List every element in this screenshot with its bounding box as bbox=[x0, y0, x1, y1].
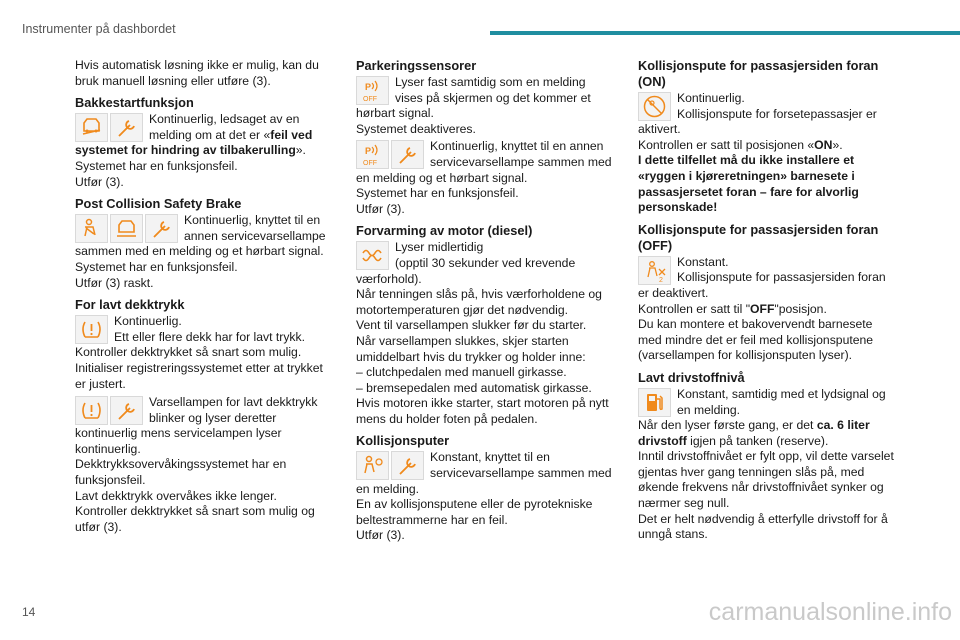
fuel-2a: Når den lyser første gang, er det bbox=[638, 418, 817, 433]
on-1: Kontinuerlig. bbox=[677, 91, 745, 105]
off-3a: Kontrollen er satt til " bbox=[638, 301, 751, 316]
airbag-on-title: Kollisjonspute for passasjersiden foran (ON) bbox=[638, 58, 879, 89]
pcsb-title: Post Collision Safety Brake bbox=[75, 196, 242, 212]
tyre-pressure-icon bbox=[75, 315, 108, 344]
airbag-off-title: Kollisjonspute for passasjersiden foran (OFF) bbox=[638, 221, 879, 253]
tyre-a-4: Initialiser registreringssystemet etter at trykket er justert. bbox=[75, 360, 323, 391]
tyre-pressure-icon bbox=[75, 396, 108, 425]
tyre-entry-b bbox=[75, 395, 331, 535]
park-a-2: Systemet deaktiveres. bbox=[356, 121, 476, 136]
airbag-person-icon bbox=[356, 451, 389, 480]
tyre-title: For lavt dekktrykk bbox=[75, 297, 185, 313]
hill-text-2: ». bbox=[295, 143, 306, 158]
preheat-6: – clutchpedalen med manuell girkasse. bbox=[356, 365, 567, 380]
wrench-icon bbox=[110, 113, 143, 142]
intro-text: Hvis automatisk løsning ikke er mulig, kan du bruk manuell løsning eller utføre (3). bbox=[75, 58, 319, 88]
car-collision-icon bbox=[110, 214, 143, 243]
parking-sensor-off-icon bbox=[356, 76, 389, 105]
off-2: Kollisjonspute for passasjersiden foran er deaktivert. bbox=[638, 270, 886, 300]
hill-text-bold: feil ved systemet for hindring av tilbakerulling bbox=[75, 127, 313, 158]
watermark: carmanualsonline.info bbox=[708, 598, 952, 626]
svg-text:P: P bbox=[365, 146, 372, 157]
header-accent-bar bbox=[490, 31, 960, 35]
preheat-title: Forvarming av motor (diesel) bbox=[356, 223, 533, 239]
seatbelt-person-icon bbox=[75, 214, 108, 243]
hill-start-entry bbox=[75, 112, 331, 190]
on-3b: ON bbox=[814, 137, 833, 152]
preheat-entry bbox=[356, 240, 612, 427]
airbag-2: En av kollisjonsputene eller de pyrotekniske beltestrammerne har en feil. bbox=[356, 497, 593, 527]
page-number: 14 bbox=[22, 605, 36, 619]
hill-text-1: Kontinuerlig, ledsaget av en melding om at det er « bbox=[149, 112, 300, 142]
on-warning: I dette tilfellet må du ikke installere et «ryggen i kjøreretningen» barnesete i passasjersetet foran – fare for alvorlig personskade! bbox=[638, 153, 859, 215]
parking-sensor-off-icon bbox=[356, 140, 389, 169]
preheat-7: – bremsepedalen med automatisk girkasse. bbox=[356, 380, 592, 395]
parking-title: Parkeringssensorer bbox=[356, 58, 477, 73]
pcsb-text-3: Utfør (3) raskt. bbox=[75, 275, 154, 290]
wrench-icon bbox=[391, 140, 424, 169]
svg-text:P: P bbox=[365, 82, 372, 92]
tyre-b-2: Dekktrykksovervåkingssystemet har en funksjonsfeil. bbox=[75, 457, 287, 488]
car-slope-icon bbox=[75, 113, 108, 142]
off-label: OFF bbox=[363, 96, 377, 103]
tyre-a-3: Kontroller dekktrykket så snart som mulig. bbox=[75, 345, 302, 360]
column-1 bbox=[75, 58, 331, 535]
on-3c: ». bbox=[832, 137, 843, 152]
tyre-b-3: Lavt dekktrykk overvåkes ikke lenger. bbox=[75, 488, 277, 503]
pcsb-text-2: Systemet har en funksjonsfeil. bbox=[75, 259, 238, 274]
on-3a: Kontrollen er satt til posisjonen « bbox=[638, 137, 815, 152]
off-3c: "posisjon. bbox=[774, 301, 827, 316]
park-b-1: Kontinuerlig, knyttet til en annen servicevarsellampe sammen med en melding og et hørbart signal. bbox=[356, 139, 612, 185]
preheat-8: Hvis motoren ikke starter, start motoren på nytt mens du holder foten på pedalen. bbox=[356, 396, 609, 426]
airbag-on-icon bbox=[638, 92, 671, 121]
park-b-2: Systemet har en funksjonsfeil. bbox=[356, 186, 519, 201]
park-a-1: Lyser fast samtidig som en melding vises på skjermen og det kommer et hørbart signal. bbox=[356, 75, 591, 121]
airbag-title: Kollisjonsputer bbox=[356, 433, 450, 449]
airbag-entry bbox=[356, 450, 612, 544]
parking-entry-b bbox=[356, 139, 612, 217]
fuel-1: Konstant, samtidig med et lydsignal og en melding. bbox=[677, 386, 886, 417]
column-3 bbox=[638, 58, 894, 543]
airbag-off-icon bbox=[638, 256, 671, 285]
on-2: Kollisjonspute for forsetepassasjer er aktivert. bbox=[638, 106, 877, 137]
off-1: Konstant. bbox=[677, 254, 729, 269]
tyre-a-2: Ett eller flere dekk har for lavt trykk. bbox=[114, 329, 306, 344]
preheat-1: Lyser midlertidig bbox=[395, 240, 484, 255]
pcsb-entry bbox=[75, 213, 331, 291]
pcsb-text-1: Kontinuerlig, knyttet til en annen servicevarsellampe sammen med en melding og et hørbart signal. bbox=[75, 213, 326, 259]
fuel-4: Det er helt nødvendig å etterfylle drivstoff for å unngå stans. bbox=[638, 511, 888, 542]
preheat-3: Når tenningen slås på, hvis værforholdene og motortemperaturen gjør det nødvendig. bbox=[356, 287, 602, 317]
hill-text-4: Utfør (3). bbox=[75, 174, 124, 189]
hill-start-title: Bakkestartfunksjon bbox=[75, 95, 194, 111]
wrench-icon bbox=[110, 396, 143, 425]
page-header-title: Instrumenter på dashbordet bbox=[22, 22, 176, 36]
parking-entry-a bbox=[356, 75, 612, 137]
preheat-5: Når varsellampen slukkes, skjer starten umiddelbart hvis du trykker og holder inne: bbox=[356, 333, 586, 364]
fuel-2c: igjen på tanken (reserve). bbox=[686, 433, 829, 448]
column-2 bbox=[356, 58, 612, 544]
off-4: Du kan montere et bakovervendt barnesete med mindre det er feil med kollisjonsputene (varsellampen for kollisjonsputen lyser). bbox=[638, 317, 874, 363]
wrench-icon bbox=[391, 451, 424, 480]
tyre-b-1: Varsellampen for lavt dekktrykk blinker og lyser deretter kontinuerlig mens servicelampen lyser kontinuerlig. bbox=[75, 395, 318, 456]
park-b-3: Utfør (3). bbox=[356, 201, 405, 216]
svg-text:2: 2 bbox=[659, 276, 663, 284]
hill-text-3: Systemet har en funksjonsfeil. bbox=[75, 158, 238, 173]
preheat-4: Vent til varsellampen slukker før du starter. bbox=[356, 318, 587, 333]
fuel-2b: ca. 6 liter drivstoff bbox=[638, 418, 870, 448]
wrench-icon bbox=[145, 214, 178, 243]
fuel-entry bbox=[638, 387, 894, 543]
airbag-3: Utfør (3). bbox=[356, 528, 405, 543]
airbag-off-entry bbox=[638, 255, 894, 364]
tyre-b-4: Kontroller dekktrykket så snart som mulig og utfør (3). bbox=[75, 504, 315, 534]
airbag-1: Konstant, knyttet til en servicevarsellampe sammen med en melding. bbox=[356, 450, 612, 496]
fuel-title: Lavt drivstoffnivå bbox=[638, 369, 745, 385]
glow-plug-icon bbox=[356, 241, 389, 270]
fuel-pump-icon bbox=[638, 388, 671, 417]
preheat-2: (opptil 30 sekunder ved krevende værforhold). bbox=[356, 255, 576, 286]
off-label: OFF bbox=[363, 160, 377, 168]
tyre-entry-a bbox=[75, 314, 331, 392]
fuel-3: Inntil drivstoffnivået er fylt opp, vil dette varselet gjentas hver gang tenningen slås på, med økende frekvens når drivstoffnivået synker og nærmer seg null. bbox=[638, 449, 894, 511]
tyre-a-1: Kontinuerlig. bbox=[114, 314, 182, 329]
airbag-on-entry bbox=[638, 91, 894, 216]
off-3b: OFF bbox=[750, 301, 775, 316]
